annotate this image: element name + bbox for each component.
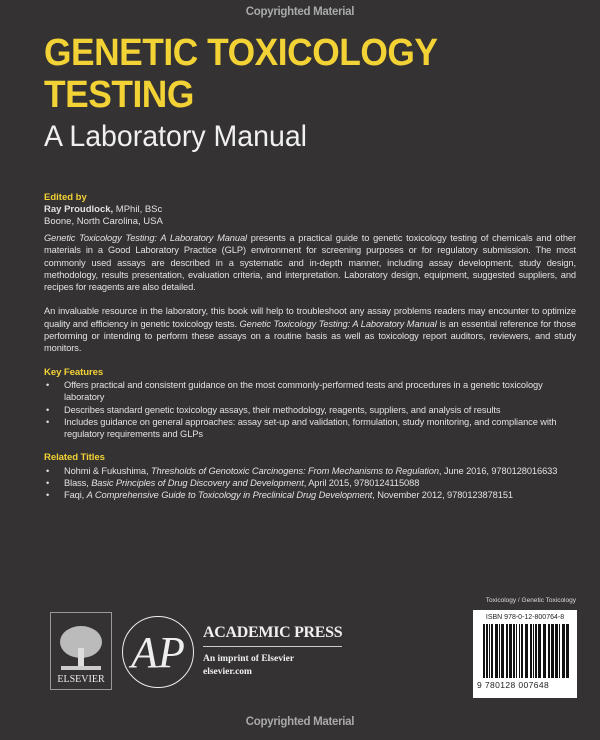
- edited-by-label: Edited by: [44, 192, 87, 203]
- barcode-bar: [489, 624, 490, 678]
- subtitle: A Laboratory Manual: [44, 120, 308, 153]
- paragraph-text: is an essential reference for those performing or intending to perform these assays on a routine basis as well as toxicology report auditors, reviewers, and study monitors.: [44, 318, 576, 354]
- barcode-bar: [530, 624, 532, 678]
- barcode-number: 9 780128 007648: [477, 680, 550, 690]
- isbn-barcode: [473, 610, 577, 698]
- related-title: A Comprehensive Guide to Toxicology in Preclinical Drug Development: [86, 490, 373, 501]
- related-titles-list: [44, 465, 576, 502]
- editor-location: Boone, North Carolina, USA: [44, 216, 163, 227]
- barcode-bar: [509, 624, 512, 678]
- paragraph-2: [44, 305, 576, 354]
- list-item: [44, 465, 576, 477]
- tree-icon: [57, 624, 105, 674]
- related-info: , November 2012, 9780123878151: [372, 490, 513, 501]
- barcode-bar: [495, 624, 498, 678]
- publisher-name: ACADEMIC PRESS: [203, 624, 342, 647]
- barcode-bar: [513, 624, 515, 678]
- barcode-bar: [499, 624, 500, 678]
- category-label: Toxicology / Genetic Toxicology: [485, 597, 576, 604]
- paragraph-text: An invaluable resource in the laboratory, this book will help to troubleshoot any assay problems readers may encounter to optimize quality and efficiency in genetic toxicology tests.: [44, 306, 576, 329]
- editor-degrees: MPhil, BSc: [113, 204, 163, 215]
- watermark-bottom: Copyrighted Material: [245, 716, 355, 728]
- related-info: , April 2015, 9780124115088: [303, 478, 420, 489]
- barcode-bar: [543, 624, 546, 678]
- author: Nohmi & Fukushima,: [64, 465, 151, 476]
- barcode-bar: [535, 624, 537, 678]
- title-line-2: TESTING: [44, 74, 194, 116]
- barcode-bar: [555, 624, 558, 678]
- barcode-bar: [483, 624, 485, 678]
- barcode-bar: [501, 624, 504, 678]
- list-item: [44, 477, 576, 489]
- barcode-bar: [525, 624, 528, 678]
- related-title: Thresholds of Genotoxic Carcinogens: From Mechanisms to Regulation: [150, 465, 439, 476]
- barcode-bar: [551, 624, 554, 678]
- list-item: • Describes standard genetic toxicology assays, their methodology, reagents, suppliers, and analysis of results: [44, 404, 576, 416]
- book-title-italic: Genetic Toxicology Testing: A Laboratory Manual: [239, 318, 437, 329]
- imprint-text: An imprint of Elsevier: [203, 654, 295, 664]
- barcode-bar: [559, 624, 560, 678]
- barcode-bar: [519, 624, 520, 678]
- barcode-bar: [533, 624, 534, 678]
- key-features-list: [44, 379, 576, 440]
- barcode-bar: [516, 624, 517, 678]
- paragraph-1: [44, 232, 576, 293]
- watermark-top: Copyrighted Material: [245, 6, 355, 18]
- author: Faqi,: [64, 490, 87, 501]
- barcode-bar: [491, 624, 493, 678]
- website: elsevier.com: [203, 667, 252, 677]
- related-title: Basic Principles of Drug Discovery and Development: [91, 478, 304, 489]
- description: [44, 232, 576, 514]
- barcode-bar: [566, 624, 569, 678]
- title-line-1: GENETIC TOXICOLOGY: [44, 32, 438, 74]
- ap-logo: AP: [122, 616, 194, 688]
- paragraph-text: presents a practical guide to genetic toxicology testing of chemicals and other materials in a Good Laboratory Practice (GLP) environment for screening purposes or for regulatory submission. The most commonly used assays are described in a systematic and in-depth manner, including assay development, study design, methodology, results presentation, evaluation criteria, and interpretation. Laboratory design, equipment, suggested suppliers, and recipes for reagents are also detailed.: [44, 233, 576, 293]
- related-titles-heading: Related Titles: [44, 452, 105, 464]
- barcode-bar: [521, 624, 523, 678]
- book-title-italic: Genetic Toxicology Testing: A Laboratory Manual: [44, 233, 247, 243]
- isbn-text: ISBN 978-0-12-800764-8: [485, 614, 565, 621]
- list-item: [44, 489, 576, 501]
- book-title: [44, 32, 438, 116]
- barcode-bar: [562, 624, 565, 678]
- barcode-bar: [548, 624, 550, 678]
- editor-block: [44, 192, 163, 228]
- barcode-bar: [506, 624, 508, 678]
- elsevier-logo: [50, 612, 112, 690]
- barcode-bar: [486, 624, 488, 678]
- related-info: , June 2016, 9780128016633: [438, 465, 558, 476]
- barcode-bar: [538, 624, 541, 678]
- list-item: • Includes guidance on general approaches: assay set-up and validation, formulation, study monitoring, and compliance with regulatory requirements and GLPs: [44, 416, 576, 441]
- barcode-bars: [477, 624, 573, 678]
- author: Blass,: [64, 478, 92, 489]
- editor-name: Ray Proudlock,: [44, 204, 114, 215]
- publisher-info: [203, 624, 342, 679]
- list-item: • Offers practical and consistent guidance on the most commonly-performed tests and procedures in a genetic toxicology laboratory: [44, 379, 576, 404]
- elsevier-wordmark: ELSEVIER: [57, 674, 105, 685]
- key-features-heading: Key Features: [44, 366, 104, 378]
